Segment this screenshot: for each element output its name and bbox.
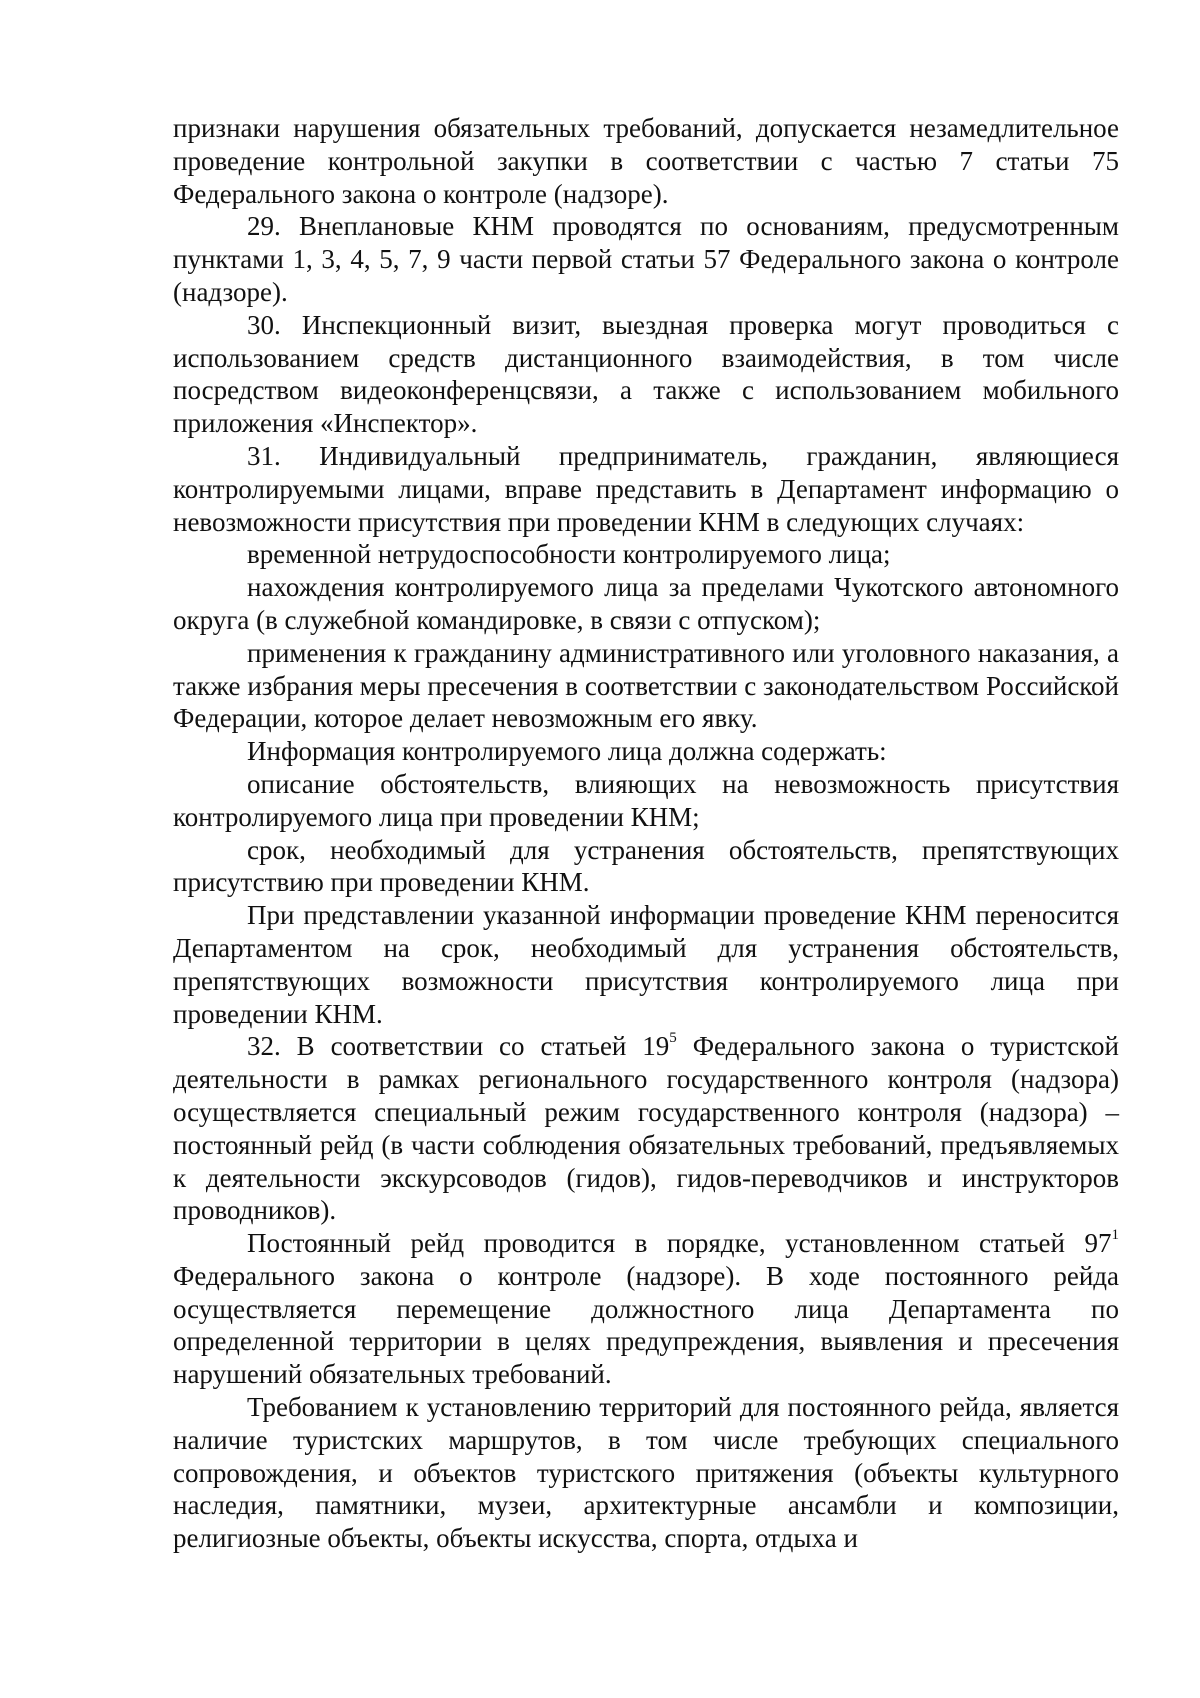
paragraph-31-postponement: При представлении указанной информации проведение КНМ переносится Департаментом на срок, необходимый для устранения обстоятельств, препятствующих возможности присутствия контролируемого лица при проведении КНМ. <box>173 900 1119 1029</box>
paragraph-31-case-absence: нахождения контролируемого лица за пределами Чукотского автономного округа (в служебной командировке, в связи с отпуском); <box>173 572 1119 635</box>
paragraph-32-raid-text-before: Постоянный рейд проводится в порядке, установленном статьей 97 <box>247 1228 1112 1259</box>
paragraph-32-text-before: 32. В соответствии со статьей 19 <box>247 1031 670 1062</box>
paragraph-30: 30. Инспекционный визит, выездная проверка могут проводиться с использованием средств дистанционного взаимодействия, в том числе посредством видеоконференцсвязи, а также с использованием мобильного приложения «Инспектор». <box>173 309 1119 439</box>
paragraph-31-info-term: срок, необходимый для устранения обстоятельств, препятствующих присутствию при проведении КНМ. <box>173 834 1119 898</box>
paragraph-29: 29. Внеплановые КНМ проводятся по основаниям, предусмотренным пунктами 1, 3, 4, 5, 7, 9 части первой статьи 57 Федерального закона о контроле (надзоре). <box>173 211 1119 307</box>
paragraph-32-territory: Требованием к установлению территорий для постоянного рейда, является наличие туристских маршрутов, в том числе требующих специального сопровождения, и объектов туристского притяжения (объекты культурного наследия, памятники, музеи, архитектурные ансамбли и композиции, религиозные объекты, объекты искусства, спорта, отдыха и <box>173 1392 1119 1554</box>
paragraph-32-raid-superscript: 1 <box>1111 1227 1119 1244</box>
paragraph-31: 31. Индивидуальный предприниматель, гражданин, являющиеся контролируемыми лицами, вправе представить в Департамент информацию о невозможности присутствия при проведении КНМ в следующих случаях: <box>173 440 1119 537</box>
paragraph-31-case-disability: временной нетрудоспособности контролируемого лица; <box>247 539 891 570</box>
paragraph-31-info-heading: Информация контролируемого лица должна содержать: <box>247 736 887 767</box>
document-page <box>173 112 1119 1555</box>
paragraph-32-superscript: 5 <box>669 1030 677 1047</box>
paragraph-32-raid <box>173 1227 1119 1391</box>
paragraph-32-text-after: Федерального закона о туристской деятельности в рамках регионального государственного контроля (надзора) осуществляется специальный режим государственного контроля (надзора) – постоянный рейд (в части соблюдения обязательных требований, предъявляемых к деятельности экскурсоводов (гидов), гидов-переводчиков и инструкторов проводников). <box>173 1031 1119 1226</box>
paragraph-31-info-description: описание обстоятельств, влияющих на невозможность присутствия контролируемого лица при проведении КНМ; <box>173 768 1119 832</box>
paragraph-32 <box>173 1030 1119 1227</box>
paragraph-continuation: признаки нарушения обязательных требований, допускается незамедлительное проведение контрольной закупки в соответствии с частью 7 статьи 75 Федерального закона о контроле (надзоре). <box>173 113 1119 209</box>
paragraph-31-case-punishment: применения к гражданину административного или уголовного наказания, а также избрания меры пресечения в соответствии с законодательством Российской Федерации, которое делает невозможным его явку. <box>173 637 1119 734</box>
paragraph-32-raid-text-after: Федерального закона о контроле (надзоре). В ходе постоянного рейда осуществляется перемещение должностного лица Департамента по определенной территории в целях предупреждения, выявления и пресечения нарушений обязательных требований. <box>173 1260 1119 1390</box>
